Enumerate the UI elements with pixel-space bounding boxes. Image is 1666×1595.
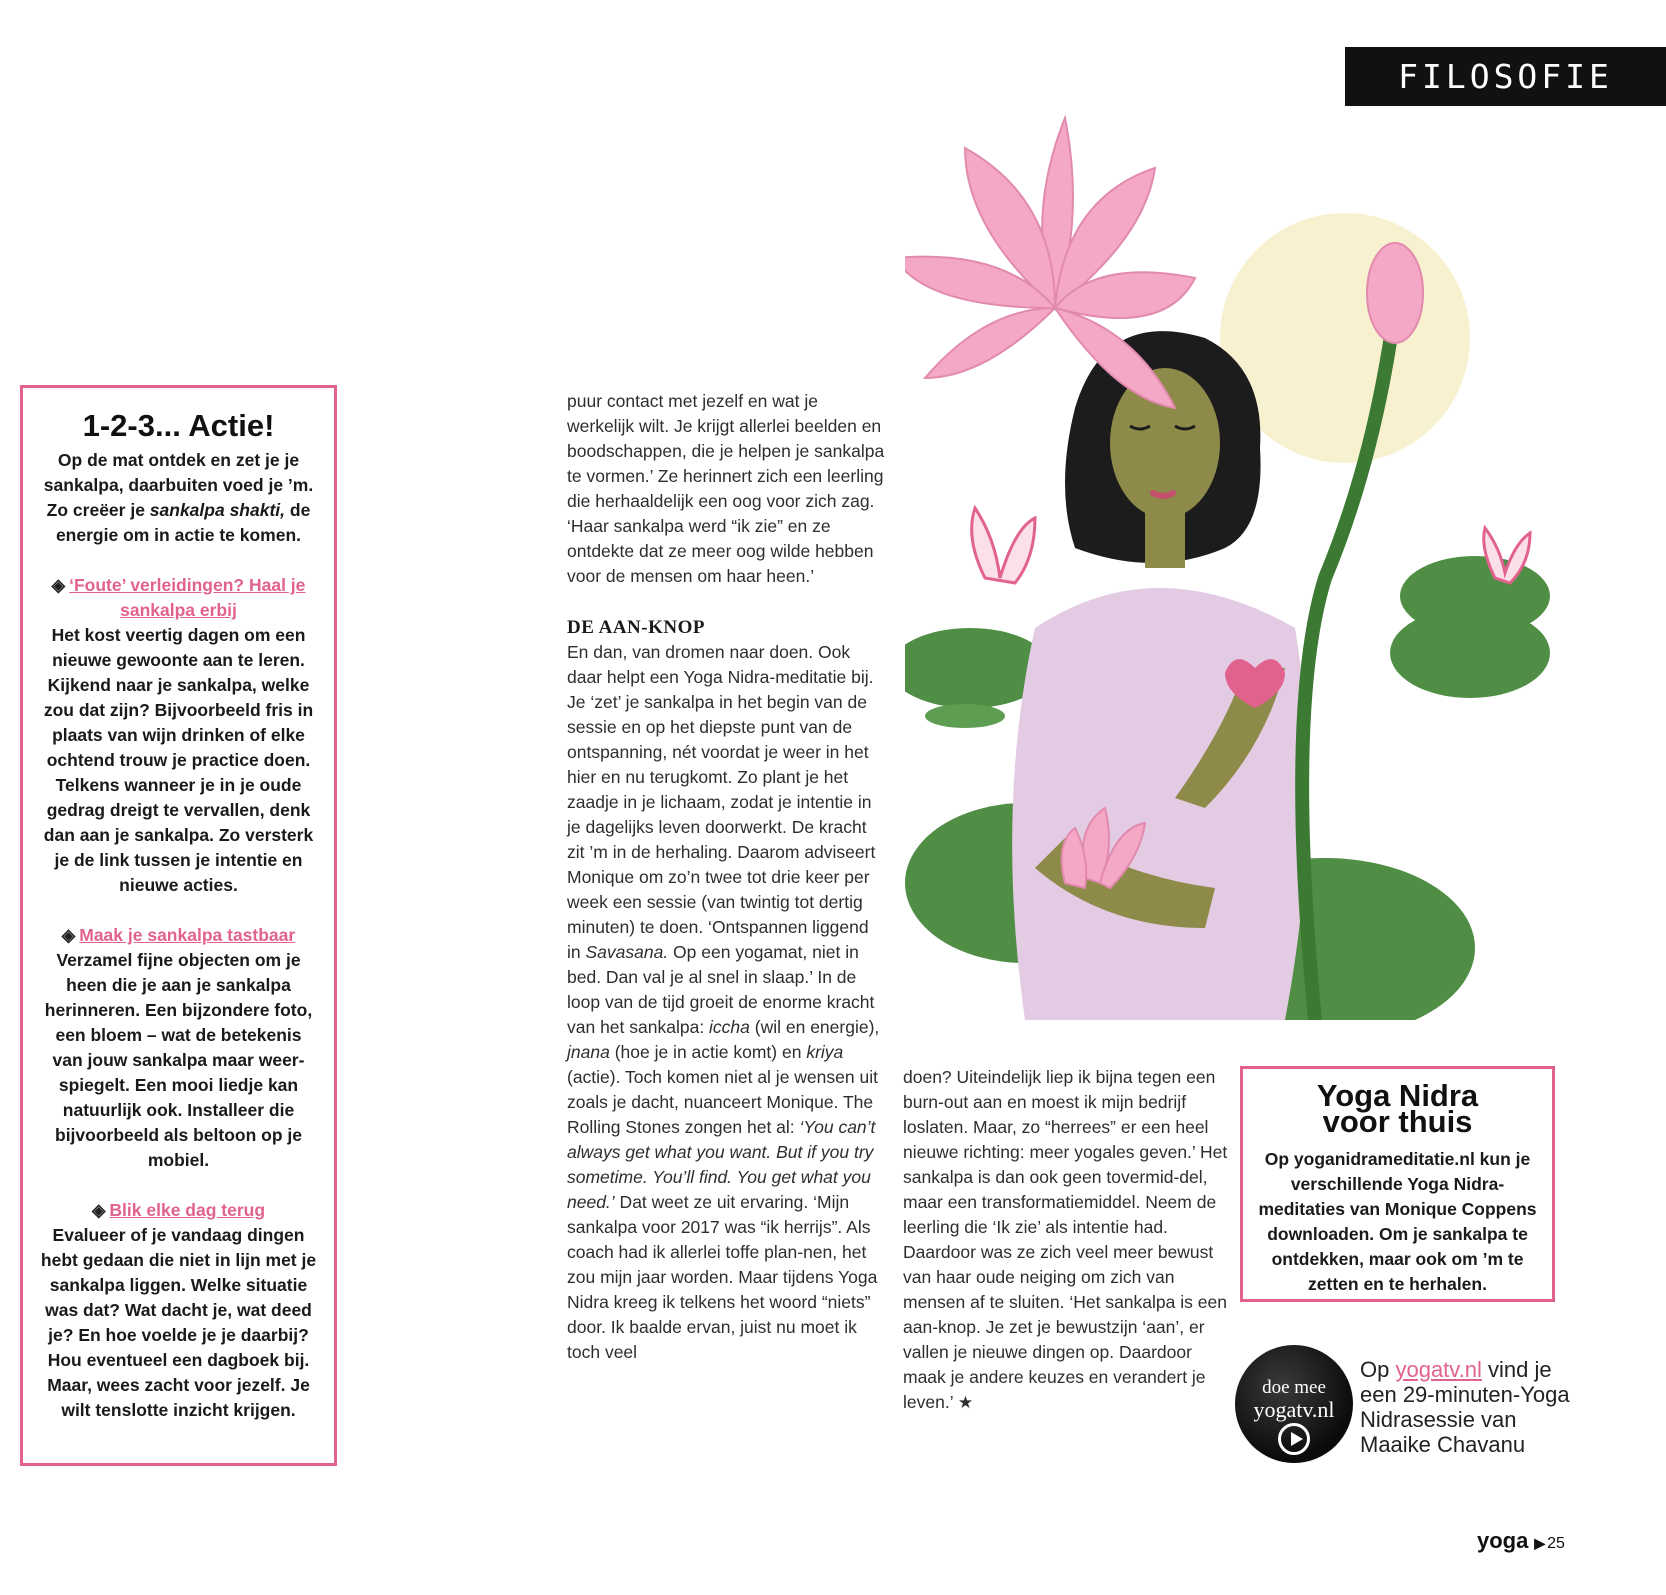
action-sidebar [20, 385, 337, 1466]
star-icon: ★ [957, 1393, 974, 1412]
article-subheading: DE AAN-KNOP [567, 617, 705, 638]
section-label: FILOSOFIE [1345, 47, 1666, 106]
article-paragraph: doen? Uiteindelijk liep ik bijna tegen een burn-out aan en moest ik mijn bedrijf loslaten. Maar, zo “herrees” er een heel nieuwe richting: meer yogales geven.’ Het sankalpa is dan ook geen tovermid-del, maar een transformatiemiddel. Neem de leerling die ‘Ik zie’ als intentie had. Daardoor was ze zich veel meer bewust van haar oude neiging om zich van mensen af te sluiten. ‘Het sankalpa is een aan-knop. Je zet je bewustzijn ‘aan’, er vallen je nieuwe dingen op. Daardoor maak je andere keuzes en verandert je leven.’ ★ [903, 1067, 1228, 1412]
page-number: 25 [1547, 1535, 1565, 1552]
article-column-2 [903, 1065, 1228, 1415]
sidebar-tip-heading[interactable]: ◈ Maak je sankalpa tastbaar [39, 923, 318, 948]
nidra-body: Op yoganidrameditatie.nl kun je verschillende Yoga Nidra-meditaties van Monique Coppens downloaden. Om je sankalpa te ontdekken, maar ook om ’m te zetten en te herhalen. [1258, 1149, 1537, 1294]
diamond-icon: ◈ [51, 574, 66, 595]
sidebar-tip-body: Het kost veertig dagen om een nieuwe gewoonte aan te leren. Kijkend naar je sankalpa, welke zou dat zijn? Bijvoorbeeld fris in plaats van wijn drinken of elke ochtend trouw je practice doen. Telkens wanneer je in je oude gedrag dreigt te vervallen, denk dan aan je sankalpa. Zo versterk je de link tussen je intentie en nieuwe acties. [43, 624, 314, 895]
sidebar-title: 1-2-3... Actie! [82, 408, 275, 443]
lily-pad [925, 704, 1005, 728]
lily-pad [1390, 608, 1550, 698]
arrow-icon: ▶ [1534, 1535, 1546, 1551]
brand-name: yoga [1477, 1528, 1529, 1553]
yoga-nidra-box [1240, 1066, 1555, 1302]
badge-line-2: yogatv.nl [1253, 1397, 1335, 1422]
sidebar-intro: Op de mat ontdek en zet je je sankalpa, daarbuiten voed je ’m. Zo creëer je sankalpa shakti, de energie om in actie te komen. [43, 449, 314, 545]
play-icon[interactable] [1278, 1423, 1310, 1455]
sidebar-tip [39, 573, 318, 898]
yogatv-link[interactable]: yogatv.nl [1395, 1357, 1482, 1382]
sidebar-tip-heading[interactable]: ◈ ‘Foute’ verleidingen? Haal je sankalpa erbij [51, 574, 306, 620]
sidebar-tip-body: Evalueer of je vandaag dingen hebt gedaan die niet in lijn met je sankalpa liggen. Welke situatie was dat? Wat dacht je, wat deed je? En hoe voelde je je daarbij? Hou eventueel een dagboek bij. Maar, wees zacht voor jezelf. Je wilt tenslotte inzicht krijgen. [40, 1224, 317, 1420]
diamond-icon: ◈ [61, 924, 76, 945]
sidebar-tip [39, 1198, 318, 1423]
lotus-woman-illustration [905, 108, 1581, 1020]
diamond-icon: ◈ [91, 1199, 106, 1220]
article-paragraph: puur contact met jezelf en wat je werkelijk wilt. Je krijgt allerlei beelden en boodschappen, die je helpen je sankalpa te vormen.’ Ze herinnert zich een leerling die herhaaldelijk een oog voor zich zag. ‘Haar sankalpa werd “ik zie” en ze ontdekte dat ze meer oog wilde hebben voor de mensen om haar heen.’ [567, 391, 885, 586]
sidebar-tip-body: Verzamel fijne objecten om je heen die je aan je sankalpa herinneren. Een bijzondere foto, een bloem – wat de betekenis van jouw sankalpa maar weer-spiegelt. Een mooi liedje kan natuurlijk ook. Installeer die bijvoorbeeld als beltoon op je mobiel. [44, 949, 313, 1170]
lotus-bud [1367, 243, 1423, 343]
badge-line-1: doe mee [1262, 1377, 1326, 1398]
dress [1012, 588, 1308, 1020]
yogatv-badge[interactable] [1235, 1345, 1353, 1463]
nidra-title: Yoga Nidra voor thuis [1316, 1078, 1479, 1139]
sidebar-tip [39, 923, 318, 1173]
article-column-1 [567, 389, 887, 1365]
page-footer [1477, 1528, 1565, 1554]
yogatv-note: Op yogatv.nl vind je een 29-minuten-Yoga Nidrasessie van Maaike Chavanu [1360, 1357, 1570, 1457]
sidebar-tip-heading[interactable]: ◈ Blik elke dag terug [39, 1198, 318, 1223]
article-paragraph: En dan, van dromen naar doen. Ook daar helpt een Yoga Nidra-meditatie bij. Je ‘zet’ je sankalpa in het begin van de sessie en op het diepste punt van de ontspanning, nét voordat je weer in het hier en nu terugkomt. Zo plant je het zaadje in je lichaam, zodat je intentie in je dagelijks leven doorwerkt. De kracht zit ’m in de herhaling. Daarom adviseert Monique om zo’n twee tot drie keer per week een sessie (van twintig tot dertig minuten) te doen. ‘Ontspannen liggend in Savasana. Op een yogamat, niet in bed. Dan val je al snel in slaap.’ In de loop van de tijd groeit de enorme kracht van het sankalpa: iccha (wil en energie), jnana (hoe je in actie komt) en kriya (actie). Toch komen niet al je wensen uit zoals je dacht, nuanceert Monique. The Rolling Stones zongen het al: ‘You can’t always get what you want. But if you try sometime. You’ll find. You get what you need.’ Dat weet ze uit ervaring. ‘Mijn sankalpa voor 2017 was “ik herrijs”. Als coach had ik allerlei toffe plan-nen, het zou mijn jaar worden. Maar tijdens Yoga Nidra kreeg ik telkens het woord “niets” door. Ik baalde ervan, juist nu moet ik toch veel [567, 642, 880, 1362]
